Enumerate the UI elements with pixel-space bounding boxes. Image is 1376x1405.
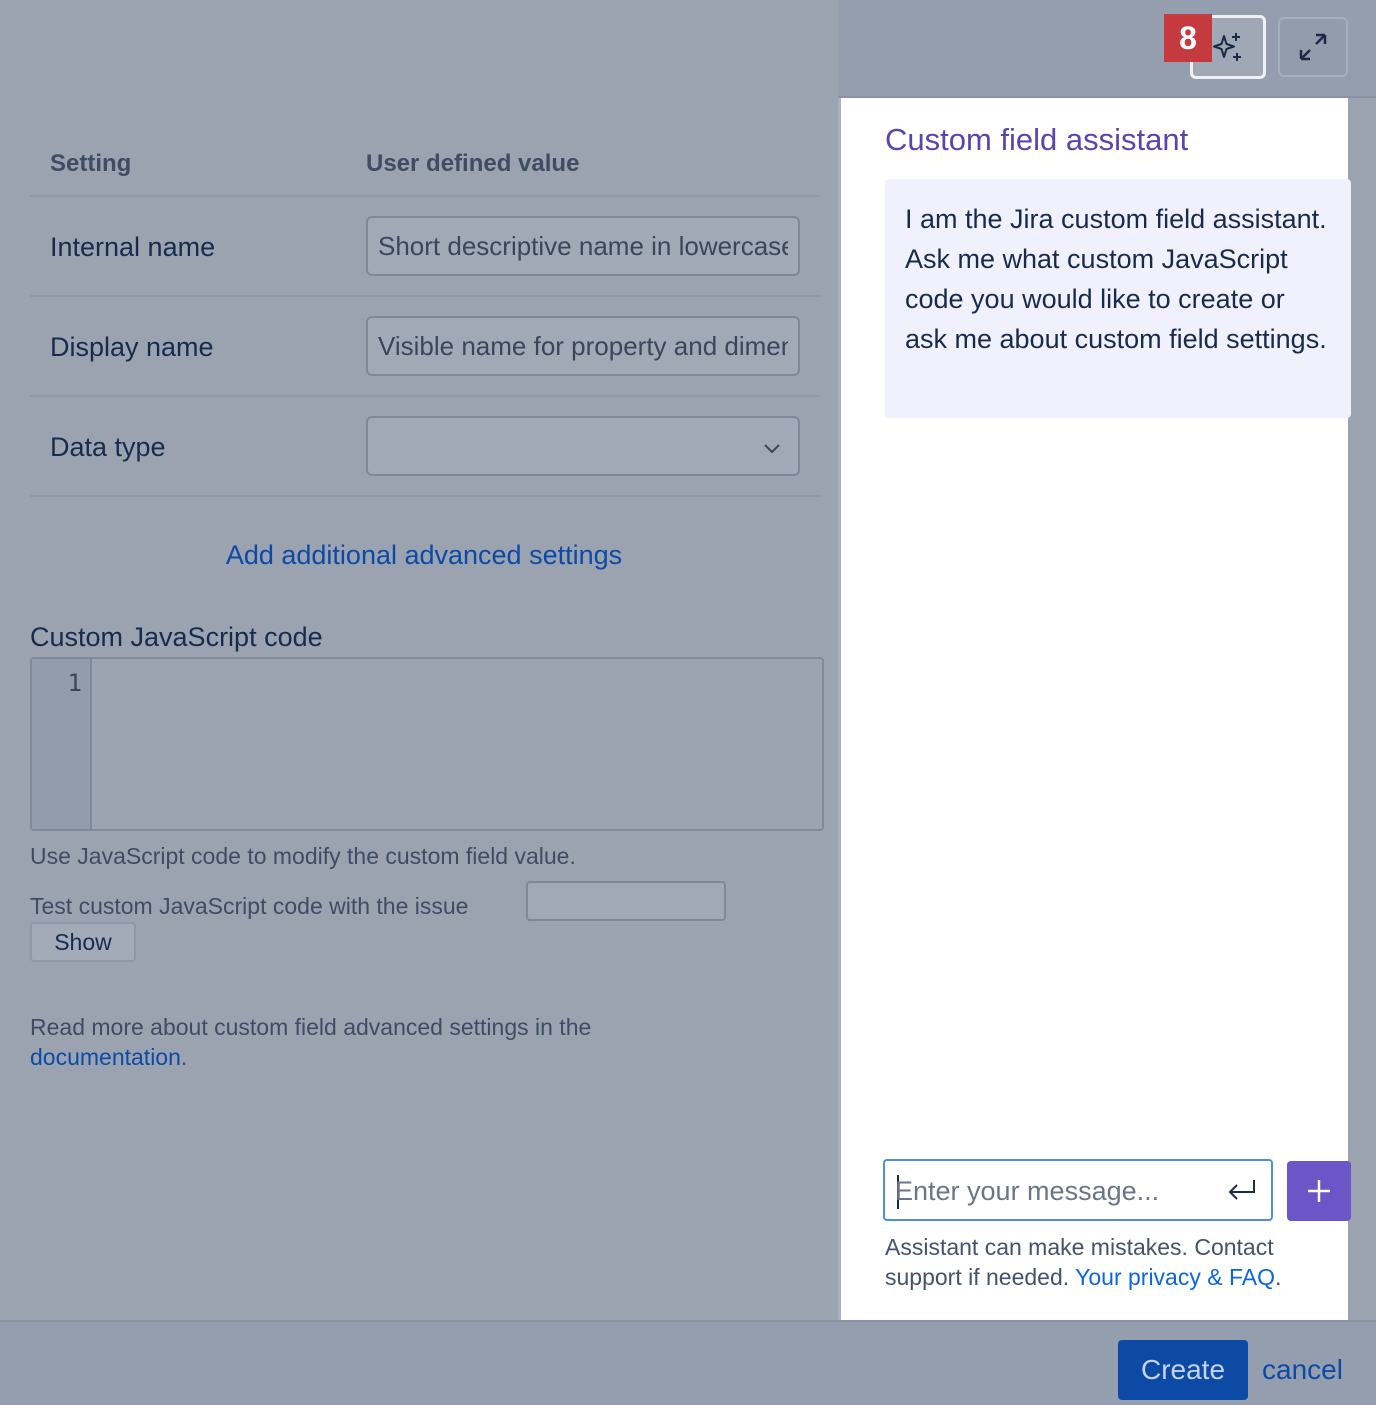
test-issue-label: Test custom JavaScript code with the issue bbox=[30, 893, 469, 919]
readmore-label: Read more about custom field advanced settings in the bbox=[30, 1014, 592, 1040]
code-title: Custom JavaScript code bbox=[30, 622, 323, 652]
column-header-value: User defined value bbox=[366, 150, 580, 177]
sparkle-icon bbox=[1211, 30, 1245, 64]
show-button[interactable]: Show bbox=[30, 922, 136, 962]
assistant-disclaimer bbox=[885, 1232, 1335, 1292]
create-button[interactable]: Create bbox=[1118, 1340, 1248, 1400]
code-help-text: Use JavaScript code to modify the custom field value. bbox=[30, 843, 576, 869]
line-gutter bbox=[32, 659, 92, 829]
enter-icon[interactable] bbox=[1225, 1177, 1257, 1205]
cancel-link[interactable]: cancel bbox=[1262, 1354, 1343, 1385]
assistant-title: Custom field assistant bbox=[885, 122, 1189, 157]
expand-icon bbox=[1297, 31, 1329, 63]
test-issue-input[interactable] bbox=[526, 881, 726, 921]
message-input-box[interactable] bbox=[883, 1159, 1273, 1221]
row-divider bbox=[30, 295, 820, 297]
line-number: 1 bbox=[67, 669, 82, 697]
modal-footer bbox=[0, 1320, 1376, 1405]
disclaimer-suffix: . bbox=[1274, 1264, 1282, 1290]
documentation-link[interactable]: documentation bbox=[30, 1044, 181, 1070]
add-advanced-settings-link[interactable]: Add additional advanced settings bbox=[225, 540, 623, 570]
row-divider bbox=[30, 195, 820, 197]
expand-button[interactable] bbox=[1278, 17, 1348, 77]
row-divider bbox=[30, 495, 820, 497]
chevron-down-icon bbox=[762, 438, 782, 458]
data-type-select[interactable] bbox=[366, 416, 800, 476]
data-type-label: Data type bbox=[50, 432, 166, 462]
message-input[interactable] bbox=[895, 1169, 1215, 1213]
step-badge: 8 bbox=[1164, 14, 1212, 62]
privacy-faq-link[interactable]: Your privacy & FAQ bbox=[1075, 1264, 1275, 1290]
add-button[interactable] bbox=[1287, 1161, 1351, 1221]
readmore-suffix: . bbox=[180, 1044, 188, 1070]
row-divider bbox=[30, 395, 820, 397]
code-editor[interactable] bbox=[30, 657, 824, 831]
readmore-text bbox=[30, 1012, 710, 1072]
assistant-message: I am the Jira custom field assistant. Ask me what custom JavaScript code you would like to create or ask me about custom field settings. bbox=[885, 179, 1351, 418]
internal-name-input[interactable] bbox=[366, 216, 800, 276]
disclaimer-text: Assistant can make mistakes. Contact support if needed. bbox=[885, 1234, 1274, 1290]
assistant-panel bbox=[838, 98, 1348, 1322]
internal-name-label: Internal name bbox=[50, 232, 216, 262]
plus-icon bbox=[1306, 1178, 1332, 1204]
display-name-label: Display name bbox=[50, 332, 214, 362]
column-header-setting: Setting bbox=[50, 150, 132, 177]
display-name-input[interactable] bbox=[366, 316, 800, 376]
